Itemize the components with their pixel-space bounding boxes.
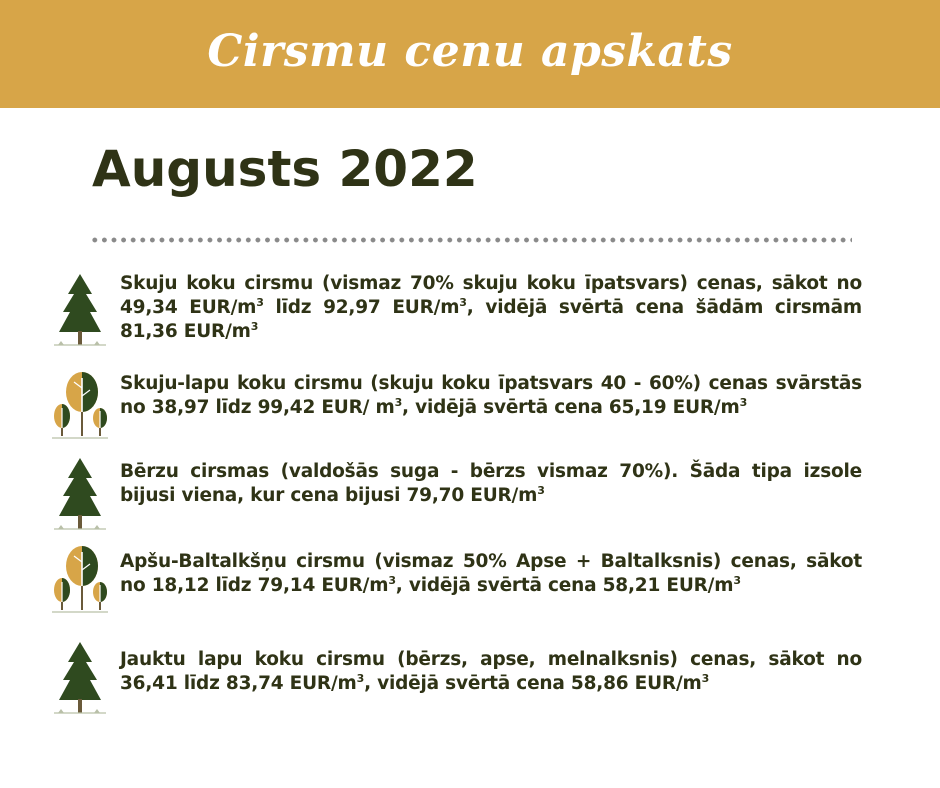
price-item-text (120, 648, 862, 696)
header-title: Cirsmu cenu apskats (207, 25, 733, 77)
deciduous-trees-icon (48, 368, 112, 448)
superscript: 3 (459, 295, 467, 309)
period-title: Augusts 2022 (92, 140, 478, 198)
superscript: 3 (733, 573, 741, 587)
text-segment: Apšu-Baltalkšņu cirsmu (vismaz 50% Apse + Baltalksnis) cenas, sākot no 18,12 līdz 79,14 EUR/m (120, 551, 862, 596)
pine-tree-icon (48, 456, 112, 536)
price-item-text (120, 550, 862, 598)
superscript: 3 (388, 573, 396, 587)
text-segment: Jauktu lapu koku cirsmu (bērzs, apse, melnalksnis) cenas, sākot no 36,41 līdz 83,74 EUR/m (120, 649, 862, 694)
text-segment: , vidējā svērtā cena šādām cirsmām 81,36 EUR/m (120, 297, 862, 342)
header-banner (0, 0, 940, 108)
superscript: 3 (537, 483, 545, 497)
pine-tree-icon (48, 640, 112, 720)
text-segment: Skuju koku cirsmu (vismaz 70% skuju koku īpatsvars) cenas, sākot no 49,34 EUR/m (120, 273, 862, 318)
superscript: 3 (356, 671, 365, 685)
superscript: 3 (256, 295, 264, 309)
dotted-divider (90, 237, 852, 243)
deciduous-trees-icon (48, 542, 112, 622)
text-segment: , vidējā svērtā cena 58,86 EUR/m (364, 673, 702, 694)
superscript: 3 (739, 395, 748, 409)
superscript: 3 (394, 395, 403, 409)
superscript: 3 (701, 671, 710, 685)
superscript: 3 (250, 319, 259, 333)
pine-tree-icon (48, 272, 112, 352)
text-segment: Bērzu cirsmas (valdošās suga - bērzs vismaz 70%). Šāda tipa izsole bijusi viena, kur cena bijusi 79,70 EUR/m (120, 461, 862, 506)
text-segment: , vidējā svērtā cena 58,21 EUR/m (395, 575, 734, 596)
price-item-text (120, 372, 862, 420)
text-segment: , vidējā svērtā cena 65,19 EUR/m (402, 397, 740, 418)
text-segment: Skuju-lapu koku cirsmu (skuju koku īpatsvars 40 - 60%) cenas svārstās no 38,97 līdz 99,42 EUR/ m (120, 373, 862, 418)
price-item-text (120, 272, 862, 344)
price-item-text (120, 460, 862, 508)
text-segment: līdz 92,97 EUR/m (263, 297, 460, 318)
